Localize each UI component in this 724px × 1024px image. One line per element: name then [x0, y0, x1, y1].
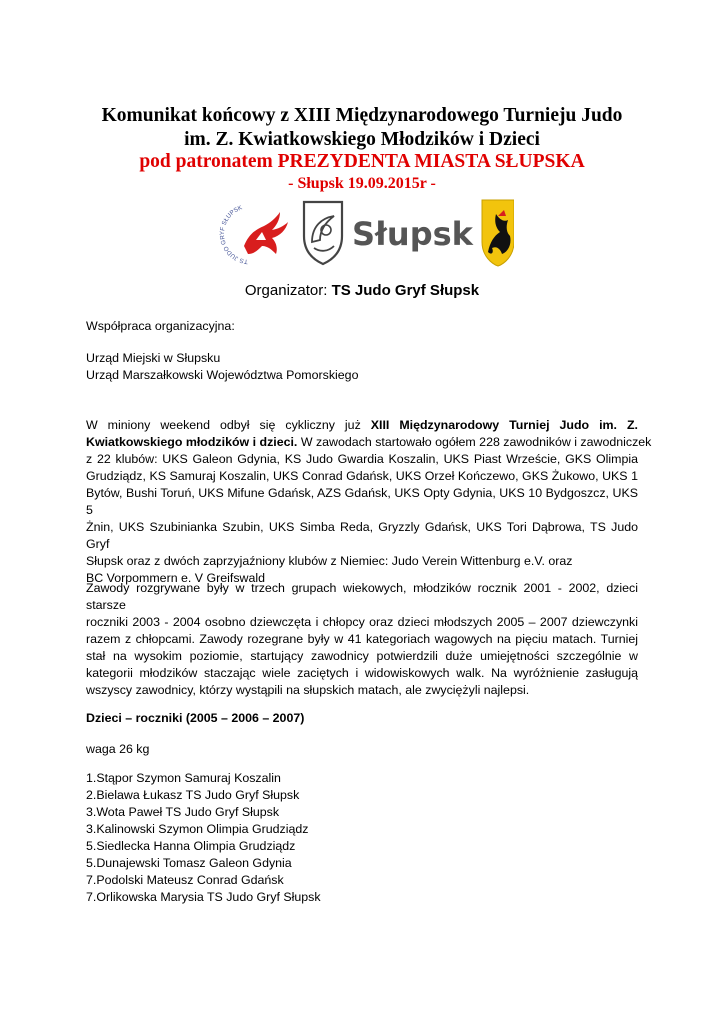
title-line-1: Komunikat końcowy z XIII Międzynarodowego Turnieju Judo: [101, 105, 623, 126]
paragraph-competition: Zawody rozgrywane były w trzech grupach wiekowych, młodzików rocznik 2001 - 2002, dzieci starsze roczniki 2003 - 2004 osobno dziewczęta i chłopcy oraz dzieci młodszych 2005 – 2007 dziewczynki razem z chłopcami. Zawody rozegrane były w 41 kategoriach wagowych na pięciu matach. Turniej stał na wysokim poziomie, startujący zawodnicy potwierdzili duże umiejętności szczególnie w kategorii młodzików staczając wiele zaciętych i widowiskowych walk. Na wyróżnienie zasługują wszyscy zawodnicy, którzy wystąpili na słupskich matach, ale zwyciężyli najlepsi.: [86, 581, 638, 697]
list-item: 2.Bielawa Łukasz TS Judo Gryf Słupsk: [86, 788, 300, 802]
list-item: 5.Siedlecka Hanna Olimpia Grudziądz: [86, 839, 296, 853]
patronage-line: pod patronatem PREZYDENTA MIASTA SŁUPSKA: [139, 151, 585, 172]
paragraph-intro: W miniony weekend odbył się cykliczny już XIII Międzynarodowy Turniej Judo im. Z. Kwiatkowskiego młodzików i dzieci. W zawodach startowało ogółem 228 zawodników i zawodniczek z 22 klubów: UKS Galeon Gdynia, KS Judo Gwardia Koszalin, UKS Piast Wrzeście, GKS Olimpia Grudziądz, KS Samuraj Koszalin, UKS Conrad Gdańsk, UKS Orzeł Kończewo, GKS Żukowo, UKS 1 Bytów, Bushi Toruń, UKS Mifune Gdańsk, AZS Gdańsk, UKS Opty Gdynia, UKS 10 Bydgoszcz, UKS 5 Żnin, UKS Szubinianka Szubin, UKS Simba Reda, Gryzzly Gdańsk, UKS Tori Dąbrowa, TS Judo Gryf Słupsk oraz z dwóch zaprzyjaźniony klubów z Niemiec: Judo Verein Wittenburg e.V. oraz BC Vorpommern e. V Greifswald: [86, 418, 652, 585]
list-item: 3.Wota Paweł TS Judo Gryf Słupsk: [86, 805, 280, 819]
cooperation-item: Urząd Marszałkowski Województwa Pomorskiego: [86, 368, 359, 382]
logo-strip: [214, 196, 514, 268]
organizer-label: Organizator:: [244, 282, 328, 299]
organizer-line: [60, 282, 664, 299]
cooperation-heading: Współpraca organizacyjna:: [86, 319, 235, 333]
section-heading: Dzieci – roczniki (2005 – 2006 – 2007): [86, 711, 305, 725]
club-ring-text: TS JUDO GRYF SŁUPSK: [218, 204, 249, 265]
list-item: 3.Kalinowski Szymon Olimpia Grudziądz: [86, 822, 309, 836]
city-wordmark: Słupsk: [352, 215, 473, 253]
cooperation-item: Urząd Miejski w Słupsku: [86, 351, 221, 365]
list-item: 5.Dunajewski Tomasz Galeon Gdynia: [86, 856, 292, 870]
results-list: [86, 770, 638, 906]
pomerania-coat-of-arms: [482, 200, 514, 266]
event-date: - Słupsk 19.09.2015r -: [288, 175, 436, 192]
judo-gryf-club-logo: [219, 204, 288, 265]
list-item: 7.Orlikowska Marysia TS Judo Gryf Słupsk: [86, 890, 321, 904]
city-shield-logo: [304, 202, 342, 264]
title-line-2: im. Z. Kwiatkowskiego Młodzików i Dzieci: [184, 129, 540, 150]
list-item: 1.Stąpor Szymon Samuraj Koszalin: [86, 771, 281, 785]
list-item: 7.Podolski Mateusz Conrad Gdańsk: [86, 873, 284, 887]
organizer-name: TS Judo Gryf Słupsk: [331, 282, 480, 299]
weight-class-label: waga 26 kg: [86, 742, 150, 756]
griffin-icon: [244, 212, 288, 254]
